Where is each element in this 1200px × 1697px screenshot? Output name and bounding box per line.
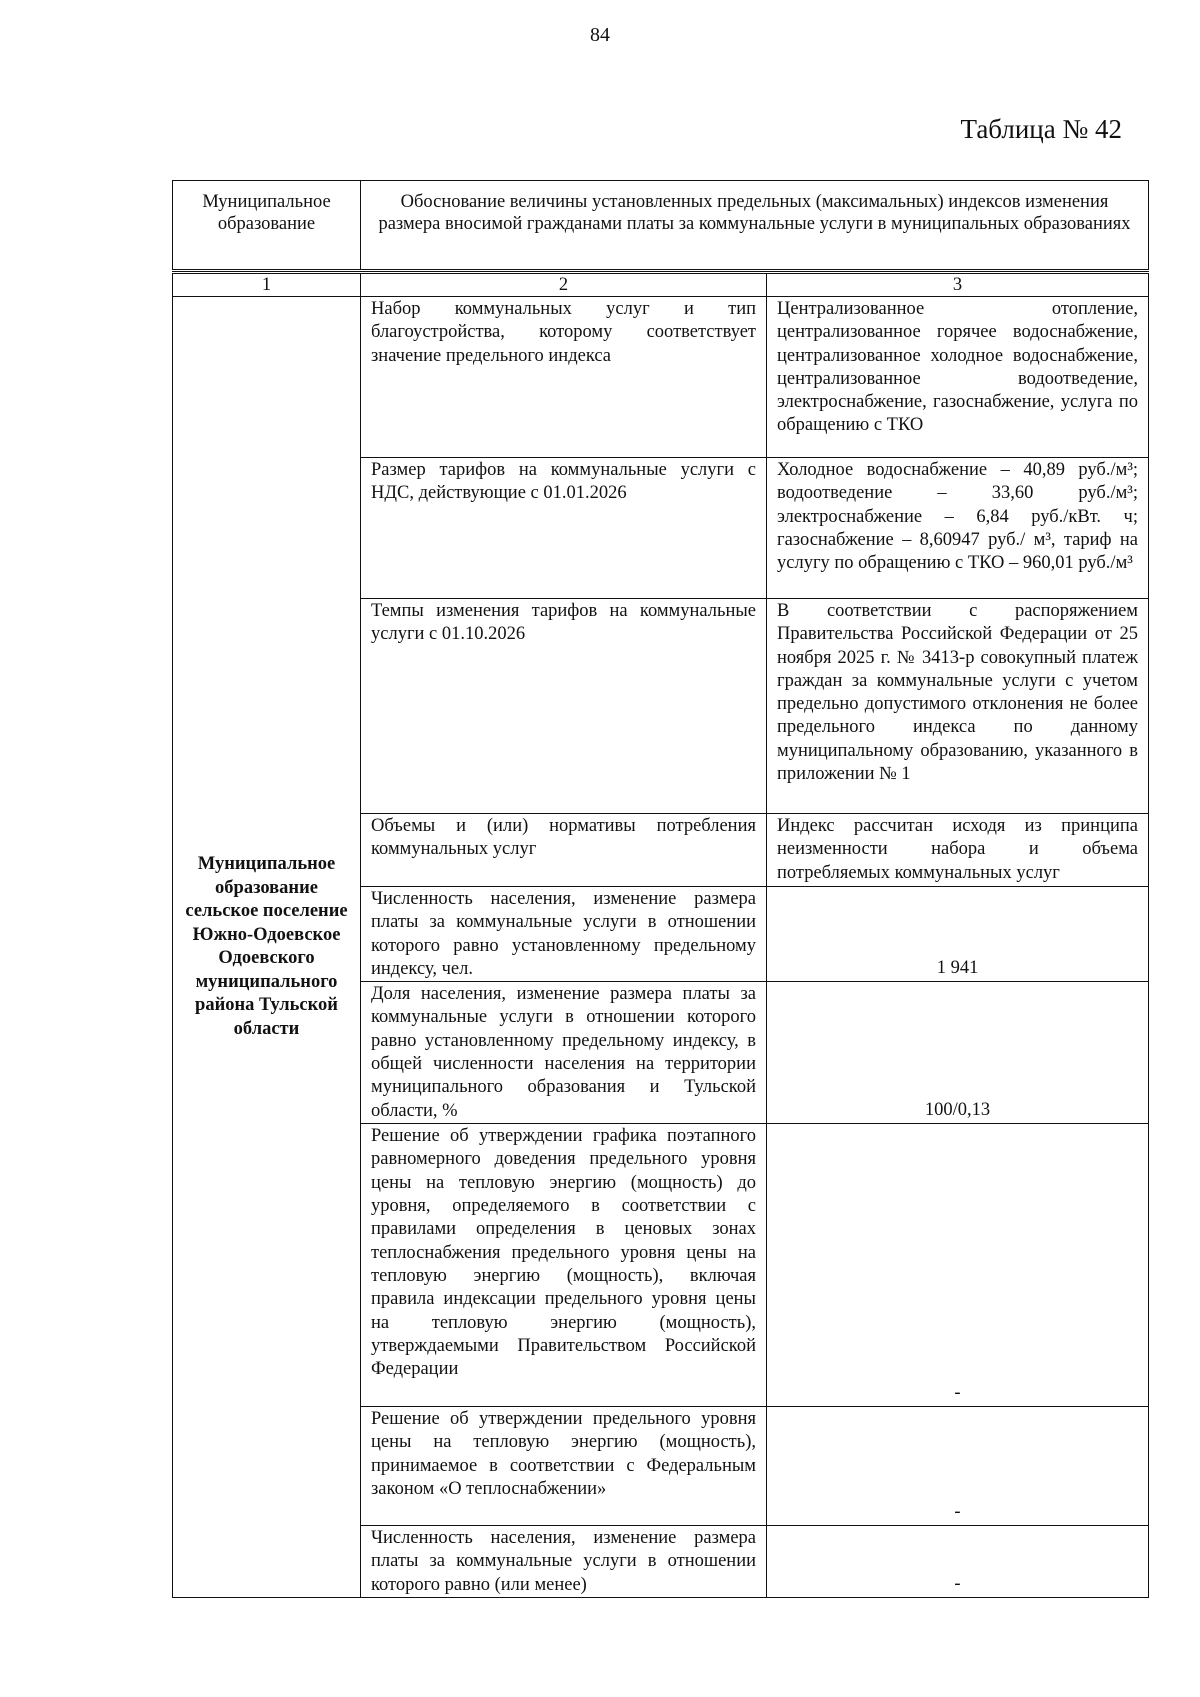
column-number-row [173,273,1149,297]
data-table [172,271,1149,1598]
table-header [172,180,1149,270]
table-title: Таблица № 42 [960,114,1122,144]
row-parameter: Доля населения, изменение размера платы за коммунальные услуги в отношении которого равно установленному предельному индексу, в общей численности населения на территории муниципального образования и Тульской области, % [361,982,767,1124]
row-value: Централизованное отопление, централизованное горячее водоснабжение, централизованное холодное водоснабжение, централизованное водоотведение, электроснабжение, газоснабжение, услуга по обращению с ТКО [767,297,1149,458]
row-value: 100/0,13 [767,982,1149,1124]
row-parameter: Решение об утверждении графика поэтапного равномерного доведения предельного уровня цены на тепловую энергию (мощность) до уровня, определяемого в соответствии с правилами определения в ценовых зонах теплоснабжения предельного уровня цены на тепловую энергию (мощность), включая правила индексации предельного уровня цены на тепловую энергию (мощность), утверждаемыми Правительством Российской Федерации [361,1124,767,1407]
row-parameter: Набор коммунальных услуг и тип благоустройства, которому соответствует значение предельного индекса [361,297,767,458]
page-number: 84 [590,24,610,46]
municipality-name: Муниципальное образование сельское поселение Южно-Одоевское Одоевского муниципального района Тульской области [173,297,361,1598]
row-value: Индекс рассчитан исходя из принципа неизменности набора и объема потребляемых коммунальных услуг [767,814,1149,887]
row-parameter: Численность населения, изменение размера платы за коммунальные услуги в отношении которого равно (или менее) [361,1526,767,1598]
row-parameter: Решение об утверждении предельного уровня цены на тепловую энергию (мощность), принимаемое в соответствии с Федеральным законом «О теплоснабжении» [361,1407,767,1526]
column-number: 3 [767,273,1149,297]
row-value: - [767,1124,1149,1407]
row-parameter: Объемы и (или) нормативы потребления коммунальных услуг [361,814,767,887]
row-value: - [767,1407,1149,1526]
row-value: В соответствии с распоряжением Правительства Российской Федерации от 25 ноября 2025 г. № 3413-р совокупный платеж граждан за коммунальные услуги с учетом предельно допустимого отклонения не более предельного индекса по данному муниципальному образованию, указанного в приложении № 1 [767,599,1149,814]
row-value: - [767,1526,1149,1598]
row-parameter: Численность населения, изменение размера платы за коммунальные услуги в отношении которого равно установленному предельному индексу, чел. [361,887,767,982]
row-parameter: Размер тарифов на коммунальные услуги с НДС, действующие с 01.01.2026 [361,458,767,599]
header-justification: Обоснование величины установленных предельных (максимальных) индексов изменения размера вносимой гражданами платы за коммунальные услуги в муниципальных образованиях [361,181,1149,270]
column-number: 2 [361,273,767,297]
column-number: 1 [173,273,361,297]
row-value: Холодное водоснабжение – 40,89 руб./м³; водоотведение – 33,60 руб./м³; электроснабжение – 6,84 руб./кВт. ч; газоснабжение – 8,60947 руб./ м³, тариф на услугу по обращению с ТКО – 960,01 руб./м³ [767,458,1149,599]
header-municipality: Муниципальное образование [173,181,361,270]
row-value: 1 941 [767,887,1149,982]
row-parameter: Темпы изменения тарифов на коммунальные услуги с 01.10.2026 [361,599,767,814]
table-row [173,297,1149,458]
